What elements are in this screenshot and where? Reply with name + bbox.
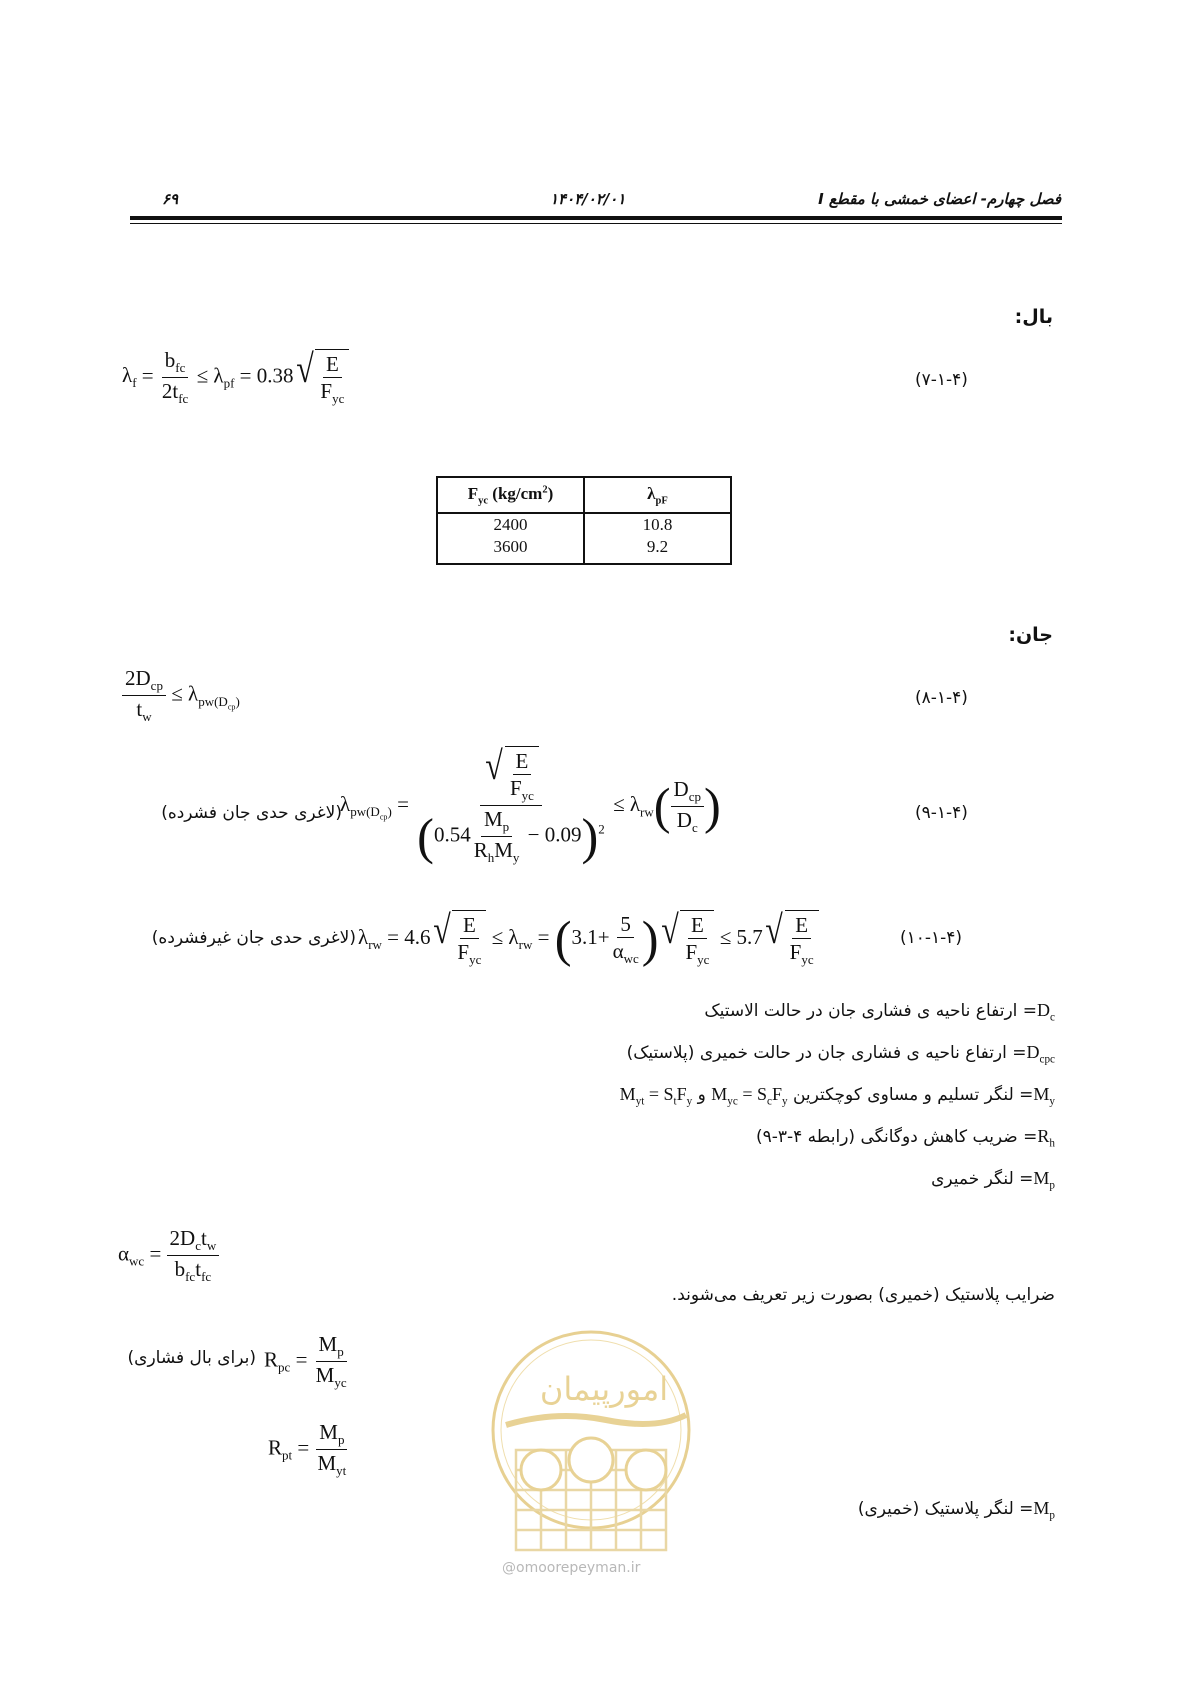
- table-header-lambda: $\lambda_{pF}$: [584, 477, 731, 513]
- web-heading: جان:: [1008, 624, 1053, 646]
- definition-my: $M_y=$ لنگر تسلیم و مساوی کوچکترین $M_{yc} = S_cF_y$ و $M_{yt} = S_tF_y$: [619, 1084, 1055, 1108]
- equation-8-1-4: $\frac{2D_{cp}}{t_w}$ ≤ $\lambda_{pw(D_{cp})}$: [122, 666, 240, 725]
- eq10-label: (لاغری حدی جان غیرفشرده): [151, 928, 356, 948]
- eq-number-8-1-4: (۸-۱-۴): [915, 688, 968, 708]
- watermark-logo-text: امورپیمان: [539, 1370, 669, 1408]
- equation-rpt: $R_{pt}$ = $\frac{M_p}{M_{yt}}$: [268, 1420, 347, 1479]
- equation-7-1-4: $\lambda_f$ = $\frac{b_{fc}}{2t_{fc}}$ ≤ $\lambda_{pf} = 0.38$ √ $\frac{E}{F_{yc}}$: [122, 348, 349, 407]
- fraction: $\frac{b_{fc}}{2t_{fc}}$: [161, 348, 189, 407]
- table-cell-fyc: 2400: [437, 513, 584, 536]
- header-date: ۱۴۰۴/۰۲/۰۱: [550, 190, 626, 208]
- sqrt: √ $\frac{E}{F_{yc}}$: [294, 349, 350, 407]
- definition-dcpc: $D_{cpc}=$ ارتفاع ناحیه ی فشاری جان در حالت خمیری (پلاستیک): [626, 1042, 1055, 1066]
- equation-alpha-wc: $\alpha_{wc}$ = $\frac{2D_ct_w}{b_{fc}t_{fc}}$: [118, 1226, 219, 1285]
- table-cell-lambda: 9.2: [584, 536, 731, 564]
- plastic-intro: ضرایب پلاستیک (خمیری) بصورت زیر تعریف می‌شوند.: [671, 1285, 1055, 1305]
- page-number: ۶۹: [162, 190, 179, 208]
- equation-rpc: $R_{pc}$ = $\frac{M_p}{M_{yc}}$: [264, 1332, 347, 1391]
- watermark-logo: [486, 1320, 696, 1570]
- table-row: [437, 513, 731, 536]
- eq9-label: (لاغری حدی جان فشرده): [161, 803, 342, 823]
- watermark-url: @omoorepeyman.ir: [502, 1560, 641, 1576]
- table-row: [437, 536, 731, 564]
- definition-rh: $R_h=$ ضریب کاهش دوگانگی (رابطه ۴-۳-۹): [755, 1126, 1055, 1150]
- rpc-label: (برای بال فشاری): [127, 1348, 256, 1368]
- header-rule-thin: [130, 223, 1062, 224]
- definition-mp-plastic: $M_p=$ لنگر پلاستیک (خمیری): [857, 1498, 1055, 1522]
- eq-number-9-1-4: (۹-۱-۴): [915, 803, 968, 823]
- equation-9-1-4: $\lambda_{pw(D_{cp})}$ = √ $\frac{E}{F_{yc}}$ (0.54 $\frac{M_p}{R_hM_y}$ − 0.09)$^2$ ≤ $\lambda_{rw}$( $\frac{D_{cp}}{D_c}$ ): [340, 743, 721, 866]
- eq-number-10-1-4: (۱۰-۱-۴): [900, 928, 963, 948]
- table-header-fyc: $F_{yc}$ $(kg/cm^2)$: [437, 477, 584, 513]
- definition-mp: $M_p=$ لنگر خمیری: [931, 1168, 1055, 1192]
- table-header-row: [437, 477, 731, 513]
- table-cell-lambda: 10.8: [584, 513, 731, 536]
- lambda-pf-table: [436, 476, 732, 565]
- flange-heading: بال:: [1014, 306, 1053, 328]
- eq-number-7-1-4: (۷-۱-۴): [915, 370, 968, 390]
- chapter-title: فصل چهارم- اعضای خمشی با مقطع I: [818, 190, 1061, 208]
- definition-dc: $D_c=$ ارتفاع ناحیه ی فشاری جان در حالت الاستیک: [704, 1000, 1055, 1024]
- equation-10-1-4: $\lambda_{rw} = 4.6$ √ $\frac{E}{F_{yc}}$ ≤ $\lambda_{rw} = (3.1+$ $\frac{5}{\alpha_{wc}}$ ) √ $\frac{E}{F_{yc}}$ ≤ 5.7 √ $\frac{E}{F_{yc}}$: [358, 910, 819, 968]
- header-rule-thick: [130, 216, 1062, 220]
- table-cell-fyc: 3600: [437, 536, 584, 564]
